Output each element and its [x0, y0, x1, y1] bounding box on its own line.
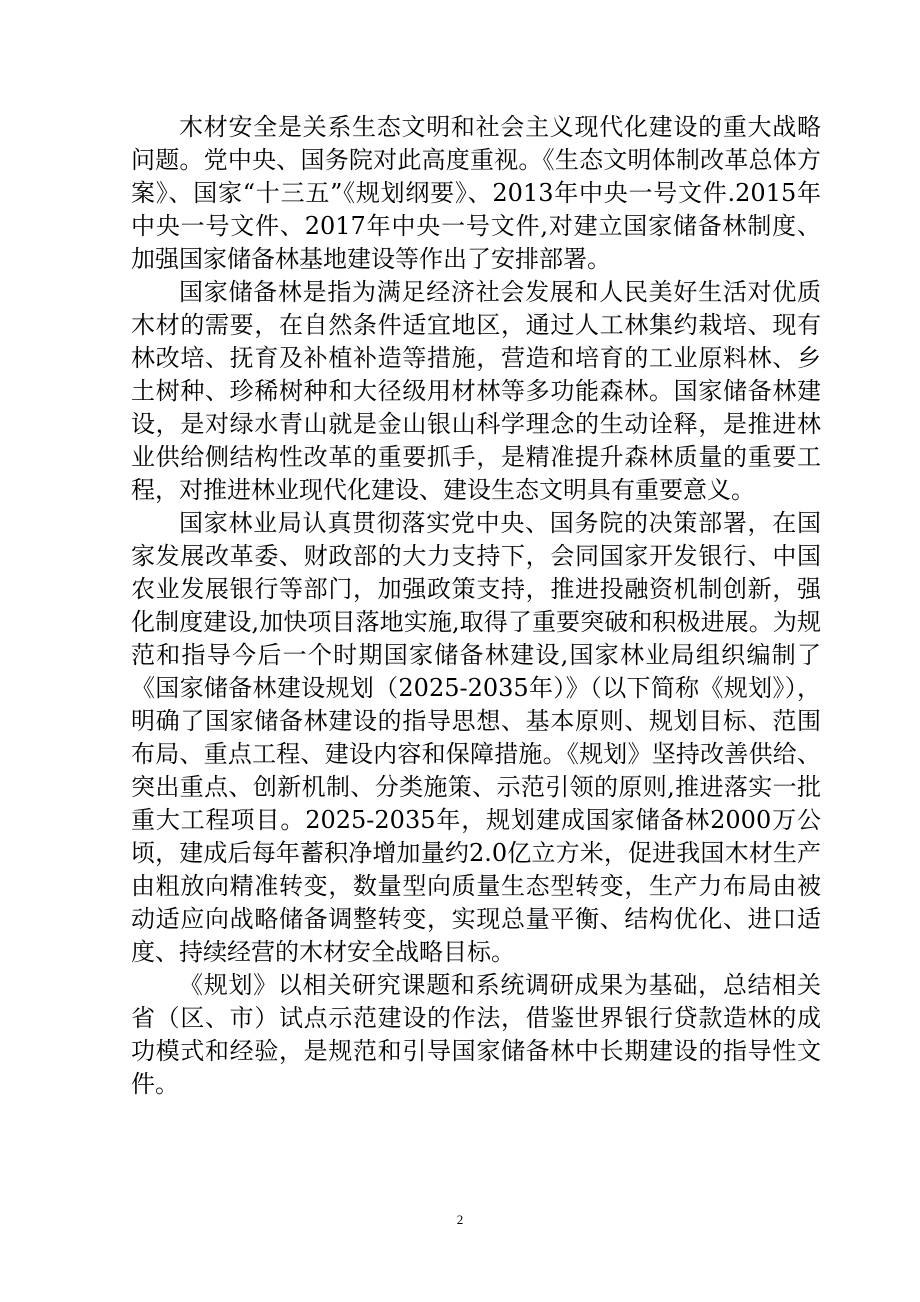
paragraph-forestry-bureau-plan: 国家林业局认真贯彻落实党中央、国务院的决策部署，在国家发展改革委、财政部的大力支持下，会同国家开发银行、中国农业发展银行等部门，加强政策支持，推进投融资机制创新，强化制度建设,加快项目落地实施,取得了重要突破和积极进展。为规范和指导今后一个时期国家储备林建设,国家林业局组织编制了《国家储备林建设规划（2025-2035年）》（以下简称《规划》），明确了国家储备林建设的指导思想、基本原则、规划目标、范围布局、重点工程、建设内容和保障措施。《规划》坚持改善供给、突出重点、创新机制、分类施策、示范引领的原则,推进落实一批重大工程项目。2025-2035年，规划建成国家储备林2000万公顷，建成后每年蓄积净增加量约2.0亿立方米，促进我国木材生产由粗放向精准转变，数量型向质量生态型转变，生产力布局由被动适应向战略储备调整转变，实现总量平衡、结构优化、进口适度、持续经营的木材安全战略目标。 [131, 509, 821, 966]
paragraph-reserve-forest-definition: 国家储备林是指为满足经济社会发展和人民美好生活对优质木材的需要，在自然条件适宜地区，通过人工林集约栽培、现有林改培、抚育及补植补造等措施，营造和培育的工业原料林、乡土树种、珍稀树种和大径级用材林等多功能森林。国家储备林建设，是对绿水青山就是金山银山科学理念的生动诠释，是推进林业供给侧结构性改革的重要抓手，是精准提升森林质量的重要工程，对推进林业现代化建设、建设生态文明具有重要意义。 [131, 278, 821, 504]
paragraph-timber-security: 木材安全是关系生态文明和社会主义现代化建设的重大战略问题。党中央、国务院对此高度重视。《生态文明体制改革总体方案》、国家“十三五”《规划纲要》、2013年中央一号文件.2015年中央一号文件、2017年中央一号文件,对建立国家储备林制度、加强国家储备林基地建设等作出了安排部署。 [131, 113, 821, 273]
paragraph-plan-basis: 《规划》以相关研究课题和系统调研成果为基础，总结相关省（区、市）试点示范建设的作法，借鉴世界银行贷款造林的成功模式和经验，是规范和引导国家储备林中长期建设的指导性文件。 [131, 971, 821, 1098]
page-number: 2 [456, 1212, 464, 1227]
document-body [131, 111, 821, 1101]
